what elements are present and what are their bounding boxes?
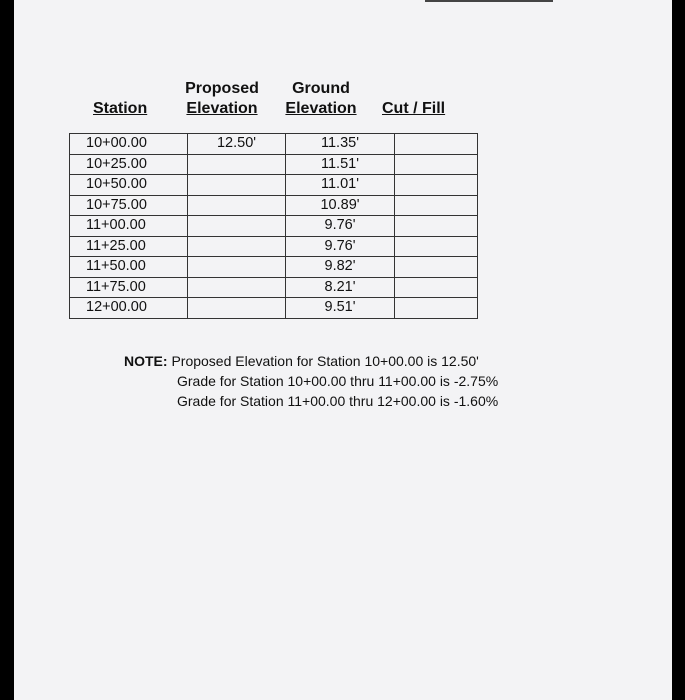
station-cell: 10+25.00 — [70, 154, 188, 175]
table-row — [70, 277, 478, 298]
note-line-1: Proposed Elevation for Station 10+00.00 is 12.50' — [171, 353, 479, 369]
proposed-elevation-cell — [188, 277, 286, 298]
ground-elevation-cell: 11.51' — [286, 154, 395, 175]
station-cell: 10+00.00 — [70, 134, 188, 155]
table-row — [70, 236, 478, 257]
top-underline-rule — [425, 0, 553, 2]
ground-elevation-cell: 9.76' — [286, 216, 395, 237]
proposed-elevation-cell — [188, 175, 286, 196]
header-ground-elevation: Ground Elevation — [285, 80, 357, 117]
cut-fill-cell — [395, 154, 478, 175]
table-row — [70, 134, 478, 155]
note-line-2: Grade for Station 10+00.00 thru 11+00.00 is -2.75% — [177, 373, 499, 389]
station-cell: 10+75.00 — [70, 195, 188, 216]
station-cell: 11+25.00 — [70, 236, 188, 257]
station-cell: 11+00.00 — [70, 216, 188, 237]
table-row — [70, 175, 478, 196]
station-cell: 11+75.00 — [70, 277, 188, 298]
header-proposed-elevation: Proposed Elevation — [185, 80, 259, 117]
table-row — [70, 257, 478, 278]
proposed-elevation-cell — [188, 257, 286, 278]
station-cell: 12+00.00 — [70, 298, 188, 319]
cut-fill-cell — [395, 134, 478, 155]
cut-fill-cell — [395, 175, 478, 196]
table-row — [70, 195, 478, 216]
cut-fill-cell — [395, 236, 478, 257]
elevation-table — [69, 133, 478, 319]
note-block — [124, 351, 498, 411]
header-cut-fill: Cut / Fill — [382, 100, 446, 117]
ground-elevation-cell: 9.76' — [286, 236, 395, 257]
station-cell: 11+50.00 — [70, 257, 188, 278]
ground-elevation-cell: 11.35' — [286, 134, 395, 155]
proposed-elevation-cell — [188, 298, 286, 319]
cut-fill-cell — [395, 195, 478, 216]
cut-fill-cell — [395, 298, 478, 319]
proposed-elevation-cell — [188, 216, 286, 237]
proposed-elevation-cell — [188, 154, 286, 175]
cut-fill-cell — [395, 216, 478, 237]
note-label: NOTE: — [124, 353, 168, 369]
table-row — [70, 298, 478, 319]
ground-elevation-cell: 9.82' — [286, 257, 395, 278]
proposed-elevation-cell — [188, 195, 286, 216]
header-station: Station — [93, 100, 148, 117]
ground-elevation-cell: 11.01' — [286, 175, 395, 196]
station-cell: 10+50.00 — [70, 175, 188, 196]
document-page — [14, 0, 672, 700]
proposed-elevation-cell: 12.50' — [188, 134, 286, 155]
table-row — [70, 154, 478, 175]
ground-elevation-cell: 8.21' — [286, 277, 395, 298]
note-line-3: Grade for Station 11+00.00 thru 12+00.00 is -1.60% — [177, 393, 499, 409]
cut-fill-cell — [395, 257, 478, 278]
ground-elevation-cell: 9.51' — [286, 298, 395, 319]
table-row — [70, 216, 478, 237]
proposed-elevation-cell — [188, 236, 286, 257]
cut-fill-cell — [395, 277, 478, 298]
ground-elevation-cell: 10.89' — [286, 195, 395, 216]
